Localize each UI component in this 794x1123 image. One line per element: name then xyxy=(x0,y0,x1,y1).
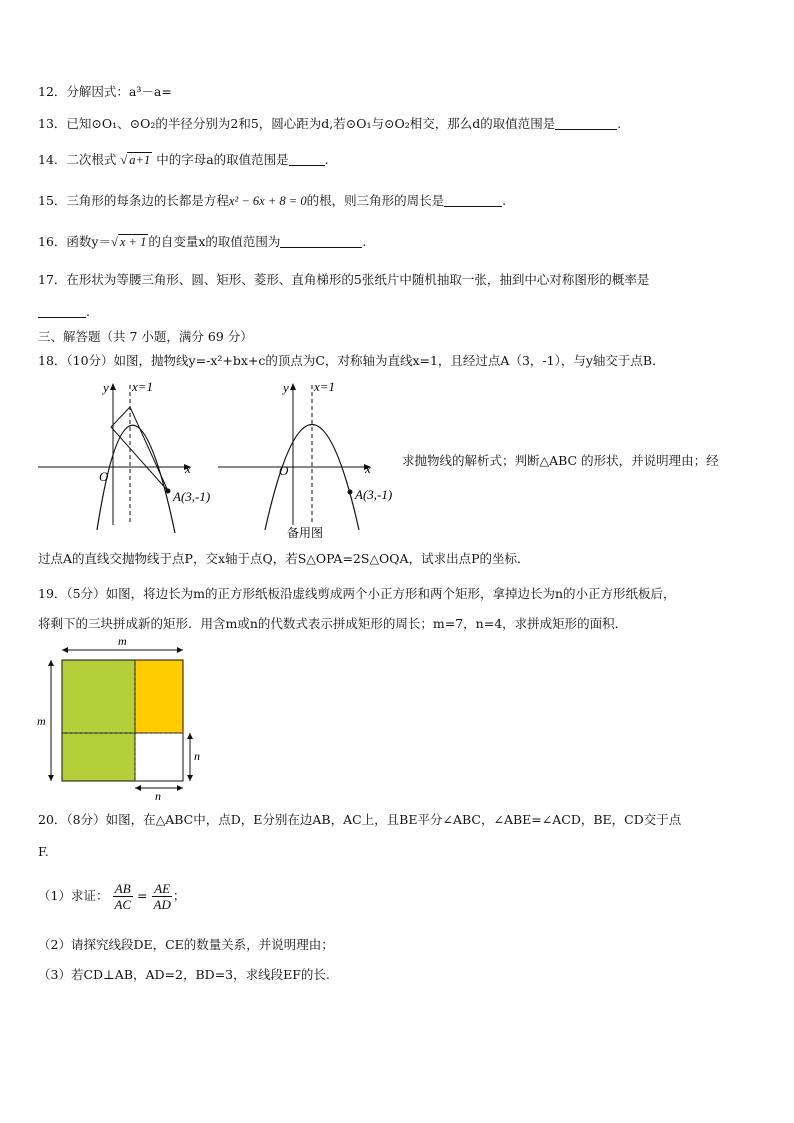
green-rectangle xyxy=(62,733,135,781)
bottom-label: n xyxy=(155,789,161,803)
question-14-text: 14．二次根式 xyxy=(38,152,117,167)
numerator: AE xyxy=(154,881,171,896)
arrow-icon xyxy=(187,733,193,739)
point-a xyxy=(348,490,353,495)
question-18-text: 18．（10分）如图，抛物线y=-x²+bx+c的顶点为C，对称轴为直线x=1，且经过点A（3，-1），与y轴交于点B． xyxy=(38,353,665,368)
numerator: AB xyxy=(114,881,131,896)
question-20-part-3 xyxy=(38,967,330,983)
figure-caption: 备用图 xyxy=(287,526,324,540)
fraction-ab-ac xyxy=(112,881,133,912)
x-axis-label: x xyxy=(185,461,191,476)
answer-blank[interactable] xyxy=(280,235,362,248)
right-label: n xyxy=(194,749,200,763)
sqrt-expression: √ a+1 xyxy=(120,153,151,167)
point-a-label: A(3,-1) xyxy=(173,489,211,504)
question-20-line2 xyxy=(38,844,49,860)
question-15-end: . xyxy=(502,193,507,208)
denominator: AC xyxy=(114,897,132,912)
question-20-part-2 xyxy=(38,937,334,953)
question-20-text-b: F. xyxy=(38,844,49,859)
question-18-text-c: 过点A的直线交抛物线于点P，交x轴于点Q，若S△OPA=2S△OQA，试求出点P的坐标． xyxy=(38,551,530,566)
y-axis-arrow xyxy=(110,383,116,390)
origin-label: O xyxy=(99,469,109,484)
question-19 xyxy=(38,586,676,602)
triangle-abc xyxy=(111,407,168,491)
question-13-text: 13．已知⊙O₁、⊙O₂的半径分别为2和5，圆心距为d,若⊙O₁与⊙O₂相交，那么d的取值范围是 xyxy=(38,116,556,131)
arrow-icon xyxy=(177,785,183,791)
question-17-text: 17．在形状为等腰三角形、圆、矩形、菱形、直角梯形的5张纸片中随机抽取一张，抽到中心对称图形的概率是 xyxy=(38,272,650,287)
point-a xyxy=(166,489,171,494)
question-15-text: 15．三角形的每条边的长都是方程 xyxy=(38,193,229,208)
answer-blank[interactable] xyxy=(38,305,86,318)
square-figure xyxy=(34,634,214,804)
question-12 xyxy=(38,84,172,100)
green-square xyxy=(62,660,135,733)
parabola-curve xyxy=(97,425,175,533)
answer-blank[interactable] xyxy=(444,194,502,207)
yellow-rectangle xyxy=(135,660,183,733)
part-2-text: （2）请探究线段DE，CE的数量关系，并说明理由； xyxy=(38,937,334,952)
question-19-line2 xyxy=(38,616,627,632)
y-axis-arrow xyxy=(290,383,296,390)
fraction-ae-ad xyxy=(152,881,173,912)
question-14 xyxy=(38,152,329,168)
top-label: m xyxy=(118,634,127,648)
arrow-icon xyxy=(62,647,68,653)
symmetry-label: x=1 xyxy=(132,379,154,394)
radicand: a+1 xyxy=(129,153,151,167)
arrow-icon xyxy=(48,775,54,781)
origin-label: O xyxy=(279,463,289,478)
symmetry-label: x=1 xyxy=(314,379,336,394)
question-13-end: . xyxy=(617,116,622,131)
arrow-icon xyxy=(135,785,141,791)
section-title xyxy=(38,329,253,345)
parabola-figure-2 xyxy=(215,373,405,543)
question-18-continued xyxy=(38,551,530,567)
y-axis-label: y xyxy=(103,380,109,395)
part-3-text: （3）若CD⊥AB，AD=2，BD=3，求线段EF的长. xyxy=(38,967,330,982)
question-17-line2 xyxy=(38,304,90,320)
question-20 xyxy=(38,812,681,828)
question-12-text: 12．分解因式：a³－a= xyxy=(38,84,172,99)
removed-small-square xyxy=(135,733,183,781)
question-16-text: 16．函数y＝ xyxy=(38,234,111,249)
question-16-end: . xyxy=(362,234,367,249)
question-18-side-text: 求抛物线的解析式；判断△ABC 的形状，并说明理由；经 xyxy=(402,453,719,468)
part-1-suffix: ； xyxy=(172,888,186,903)
parabola-figure-1 xyxy=(35,373,211,533)
radicand: x + 1 xyxy=(119,235,147,249)
answer-blank[interactable] xyxy=(555,117,617,130)
question-19-text-b: 将剩下的三块拼成新的矩形．用含m或n的代数式表示拼成矩形的周长；m=7，n=4，求拼成矩形的面积． xyxy=(38,616,628,631)
point-a-label: A(3,-1) xyxy=(355,487,393,502)
question-18-side xyxy=(402,453,719,469)
sqrt-expression: √ x + 1 xyxy=(110,235,147,249)
question-13 xyxy=(38,116,621,132)
question-20-part-1 xyxy=(38,876,185,916)
question-16-text-b: 的自变量x的取值范围为 xyxy=(148,234,281,249)
question-17 xyxy=(38,272,649,288)
denominator: AD xyxy=(153,897,171,912)
question-14-end: . xyxy=(324,152,329,167)
question-18 xyxy=(38,353,665,369)
part-1-prefix: （1）求证： xyxy=(38,888,109,903)
arrow-icon xyxy=(177,647,183,653)
equation: x² − 6x + 8 = 0 xyxy=(228,194,307,208)
y-axis-label: y xyxy=(283,380,289,395)
question-19-text: 19．（5分）如图，将边长为m的正方形纸板沿虚线剪成两个小正方形和两个矩形，拿掉边长为n的小正方形纸板后， xyxy=(38,586,676,601)
x-axis-label: x xyxy=(365,461,371,476)
arrow-icon xyxy=(48,660,54,666)
equals-sign: = xyxy=(137,888,148,903)
question-17-end: . xyxy=(86,304,90,319)
question-14-text-b: 中的字母a的取值范围是 xyxy=(156,152,289,167)
left-label: m xyxy=(37,714,46,728)
question-15-text-b: 的根，则三角形的周长是 xyxy=(306,193,445,208)
question-16 xyxy=(38,234,366,250)
section-title-text: 三、解答题（共 7 小题，满分 69 分） xyxy=(38,329,253,344)
arrow-icon xyxy=(187,775,193,781)
answer-blank[interactable] xyxy=(289,153,325,166)
question-20-text: 20．（8分）如图，在△ABC中，点D，E分别在边AB，AC上，且BE平分∠ABC，∠ABE=∠ACD，BE，CD交于点 xyxy=(38,812,682,827)
question-15 xyxy=(38,193,506,209)
